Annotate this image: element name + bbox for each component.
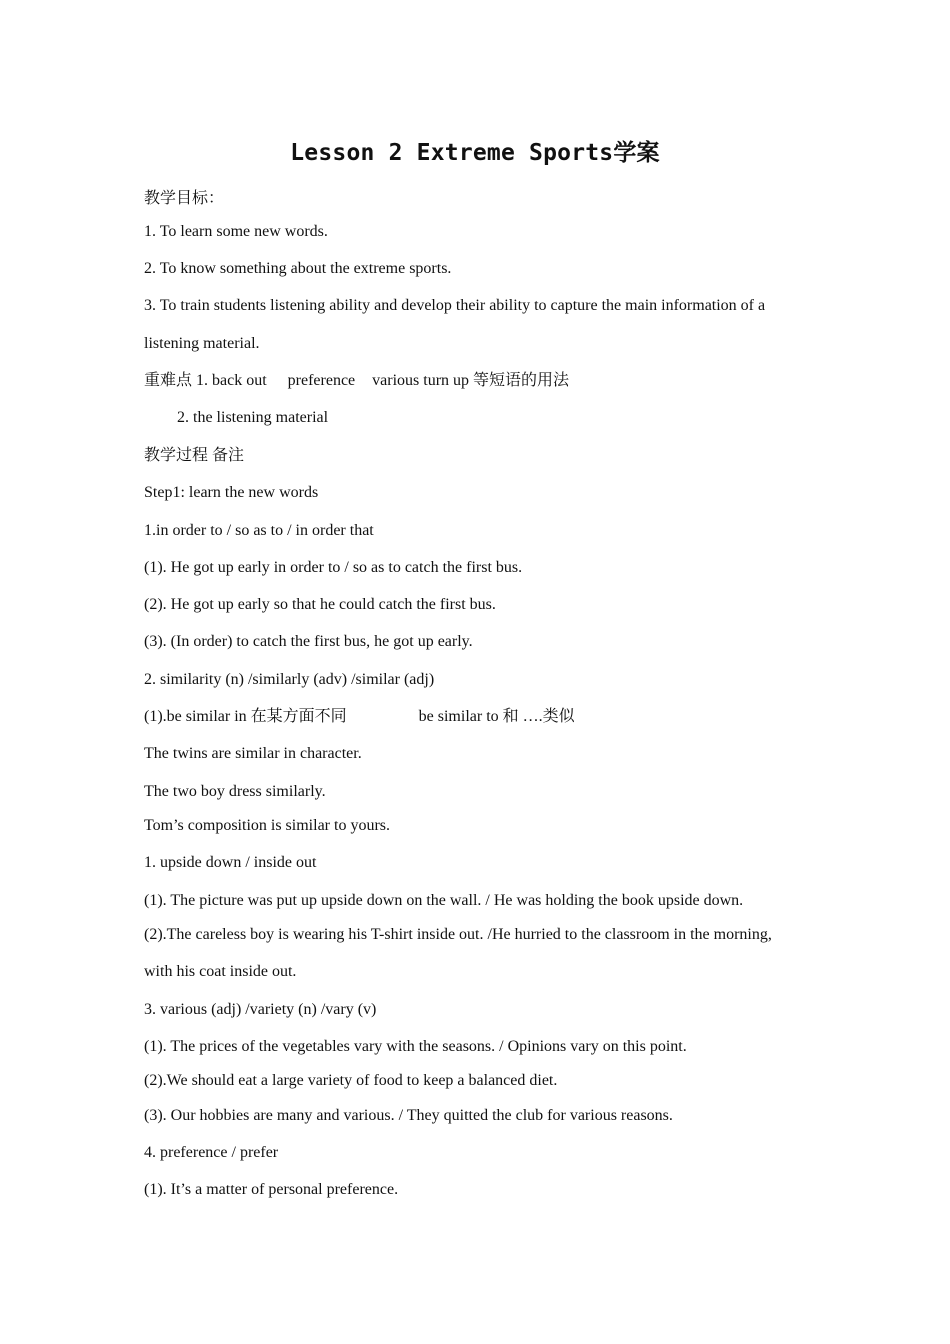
example-sentence: Tom’s composition is similar to yours.	[144, 817, 390, 834]
usage-note: be similar to 和 ….类似	[418, 708, 575, 725]
key-points-label: 重难点 1. back out	[144, 372, 267, 389]
example-sentence: (2).The careless boy is wearing his T-shirt inside out. /He hurried to the classroom in the morning,	[144, 926, 772, 943]
page-title: Lesson 2 Extreme Sports学案	[290, 140, 660, 166]
vocab-heading: 1. upside down / inside out	[144, 854, 317, 871]
example-sentence: (1). The prices of the vegetables vary with the seasons. / Opinions vary on this point.	[144, 1038, 687, 1055]
example-sentence: (1). The picture was put up upside down on the wall. / He was holding the book upside down.	[144, 892, 744, 909]
example-sentence: (1). It’s a matter of personal preference.	[144, 1181, 399, 1198]
vocab-heading: 3. various (adj) /variety (n) /vary (v)	[144, 1001, 377, 1018]
step-heading: Step1: learn the new words	[144, 484, 319, 501]
example-sentence: (2). He got up early so that he could catch the first bus.	[144, 596, 496, 613]
example-sentence: (3). Our hobbies are many and various. / They quitted the club for various reasons.	[144, 1107, 673, 1124]
objective-line: 2. To know something about the extreme sports.	[144, 260, 452, 277]
example-sentence: The two boy dress similarly.	[144, 783, 326, 800]
example-sentence: (3). (In order) to catch the first bus, he got up early.	[144, 633, 473, 650]
key-point-item: preference	[287, 372, 356, 389]
usage-line	[144, 707, 575, 727]
objective-line: 1. To learn some new words.	[144, 223, 328, 240]
key-point-item: various turn up 等短语的用法	[372, 372, 570, 389]
process-heading: 教学过程 备注	[144, 447, 245, 464]
key-points-line-2: 2. the listening material	[177, 409, 329, 426]
objective-line: 3. To train students listening ability and develop their ability to capture the main information of a	[144, 297, 766, 314]
vocab-heading: 1.in order to / so as to / in order that	[144, 522, 374, 539]
objective-line: listening material.	[144, 335, 260, 352]
example-sentence: (1). He got up early in order to / so as to catch the first bus.	[144, 559, 523, 576]
key-points-line	[144, 371, 569, 391]
vocab-heading: 2. similarity (n) /similarly (adv) /similar (adj)	[144, 671, 435, 688]
example-sentence: with his coat inside out.	[144, 963, 297, 980]
example-sentence: The twins are similar in character.	[144, 745, 362, 762]
objectives-heading: 教学目标：	[144, 190, 225, 207]
example-sentence: (2).We should eat a large variety of food to keep a balanced diet.	[144, 1072, 558, 1089]
vocab-heading: 4. preference / prefer	[144, 1144, 279, 1161]
usage-note: (1).be similar in 在某方面不同	[144, 708, 347, 725]
